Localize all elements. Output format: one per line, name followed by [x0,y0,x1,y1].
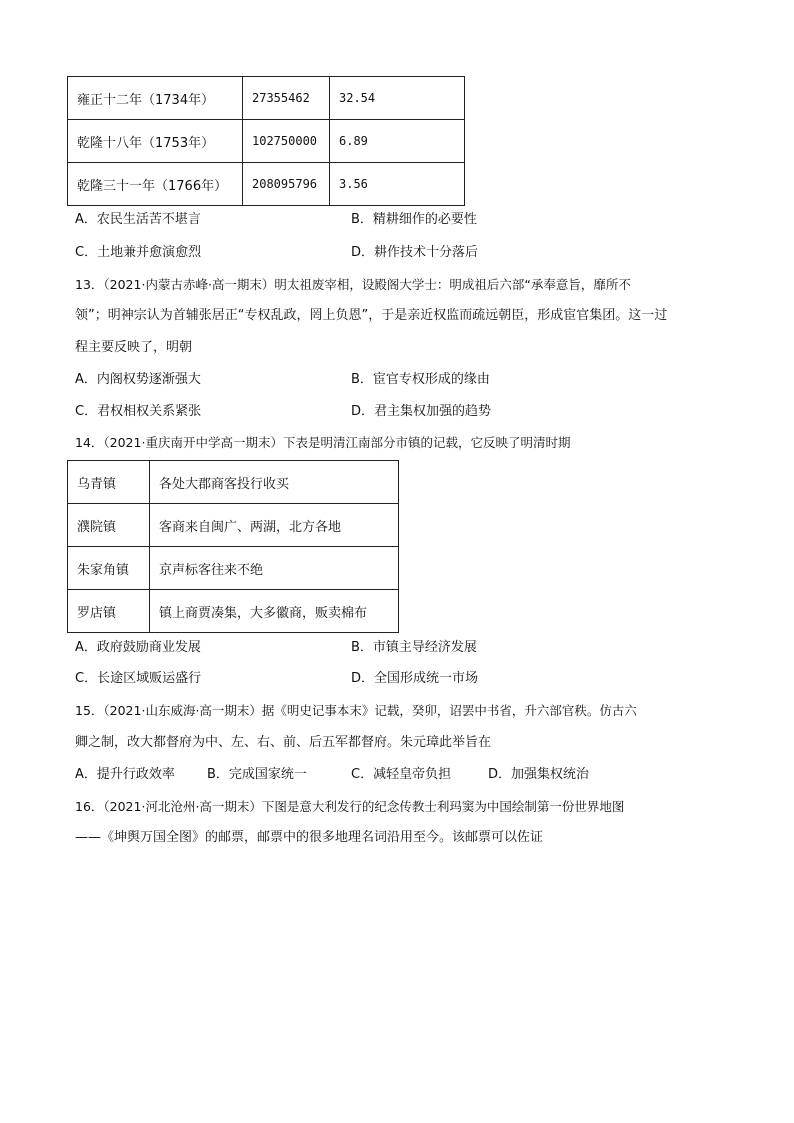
option-c[interactable]: C．土地兼并愈演愈烈 [75,245,202,260]
option-a[interactable]: A．提升行政效率 [75,767,175,782]
option-d[interactable]: D．全国形成统一市场 [351,671,479,686]
option-a[interactable]: A．政府鼓励商业发展 [75,640,201,655]
question-16-stem: ——《坤舆万国全图》的邮票，邮票中的很多地理名词沿用至今。该邮票可以佐证 [75,830,544,845]
option-a[interactable]: A．农民生活苦不堪言 [75,212,201,227]
table-cell: 镇上商贾凑集，大多徽商，贩卖棉布 [150,590,399,633]
table-row [68,461,399,504]
option-b[interactable]: B．宦官专权形成的缘由 [351,372,490,387]
question-14-stem: 14．（2021·重庆南开中学高一期末）下表是明清江南部分市镇的记载，它反映了明清时期 [75,435,571,450]
table-cell: 102750000 [243,120,330,163]
table-cell: 27355462 [243,77,330,120]
table-cell: 32.54 [330,77,465,120]
option-d[interactable]: D．耕作技术十分落后 [351,245,479,260]
table-cell: 濮院镇 [68,504,150,547]
table-cell: 3.56 [330,163,465,206]
question-15-stem: 15．（2021·山东威海·高一期末）据《明史记事本末》记载，癸卯，诏罢中书省，升六部官秩。仿古六 [75,703,637,718]
option-b[interactable]: B．完成国家统一 [207,767,307,782]
table-row [68,163,465,206]
question-13-stem: 13．（2021·内蒙古赤峰·高一期末）明太祖废宰相，设殿阁大学士：明成祖后六部“承奉意旨，靡所不 [75,277,631,292]
option-b[interactable]: B．精耕细作的必要性 [351,212,477,227]
option-c[interactable]: C．长途区域贩运盛行 [75,671,202,686]
table-row [68,120,465,163]
table-cell: 6.89 [330,120,465,163]
option-c[interactable]: C．减轻皇帝负担 [351,767,452,782]
table-cell: 罗店镇 [68,590,150,633]
population-table [67,76,465,206]
market-towns-table [67,460,399,633]
table-cell: 乾隆十八年（1753年） [68,120,243,163]
question-16-stem: 16．（2021·河北沧州·高一期末）下图是意大利发行的纪念传教士利玛窦为中国绘制第一份世界地图 [75,799,625,814]
option-b[interactable]: B．市镇主导经济发展 [351,640,477,655]
option-c[interactable]: C．君权相权关系紧张 [75,404,202,419]
table-cell: 乌青镇 [68,461,150,504]
option-d[interactable]: D．君主集权加强的趋势 [351,404,492,419]
table-row [68,590,399,633]
table-cell: 各处大郡商客投行收买 [150,461,399,504]
table-row [68,547,399,590]
table-row [68,504,399,547]
question-13-stem: 领”；明神宗认为首辅张居正“专权乱政，罔上负恩”，于是亲近权监而疏远朝臣，形成宦官集团。这一过 [75,308,668,323]
table-cell: 朱家角镇 [68,547,150,590]
table-row [68,77,465,120]
table-cell: 客商来自闽广、两湖，北方各地 [150,504,399,547]
table-cell: 京声标客往来不绝 [150,547,399,590]
question-15-stem: 卿之制，改大都督府为中、左、右、前、后五军都督府。朱元璋此举旨在 [75,735,492,750]
option-d[interactable]: D．加强集权统治 [488,767,590,782]
table-cell: 208095796 [243,163,330,206]
option-a[interactable]: A．内阁权势逐渐强大 [75,372,201,387]
question-13-stem: 程主要反映了，明朝 [75,340,193,355]
table-cell: 雍正十二年（1734年） [68,77,243,120]
table-cell: 乾隆三十一年（1766年） [68,163,243,206]
